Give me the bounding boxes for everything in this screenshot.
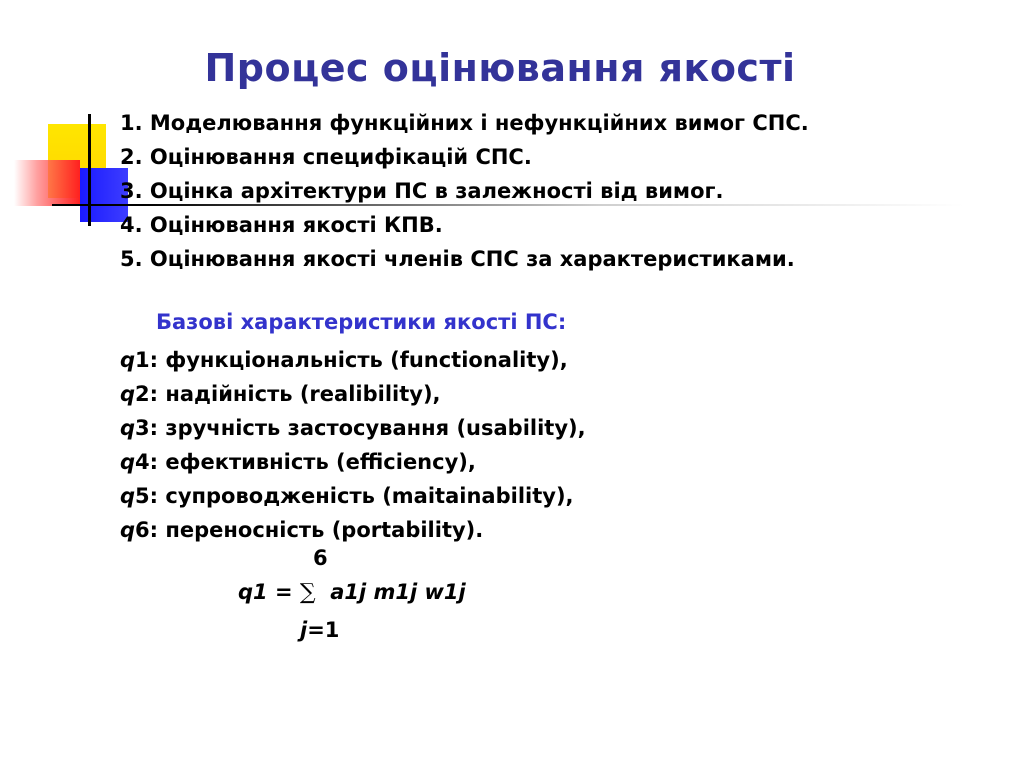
list-item: 1. Моделювання функційних і нефункційних вимог СПС. <box>120 111 809 135</box>
formula-lhs: q1 = <box>238 580 300 604</box>
formula-upper-limit: 6 <box>313 546 328 570</box>
characteristic-text: 5: супроводженість (maitainability), <box>135 484 574 508</box>
characteristics-heading: Базові характеристики якості ПС: <box>156 310 567 334</box>
formula-index <box>300 618 339 642</box>
decor-red-square <box>14 160 80 206</box>
list-item <box>120 445 586 479</box>
list-item: 5. Оцінювання якості членів СПС за характеристиками. <box>120 247 795 271</box>
formula-main <box>238 580 466 605</box>
list-item: 2. Оцінювання специфікацій СПС. <box>120 145 532 169</box>
list-item: 4. Оцінювання якості КПВ. <box>120 213 443 237</box>
list-item <box>120 411 586 445</box>
slide-title: Процес оцінювання якості <box>204 46 796 90</box>
list-item <box>120 343 586 377</box>
quality-variable: q <box>120 484 136 508</box>
decor-vertical-line <box>88 114 91 226</box>
characteristic-text: 1: функціональність (functionality), <box>135 348 568 372</box>
sigma-symbol: ∑ <box>299 580 316 605</box>
formula-rhs: a1j m1j w1j <box>315 580 466 604</box>
quality-variable: q <box>120 450 136 474</box>
characteristic-text: 6: переносність (portability). <box>135 518 484 542</box>
characteristic-text: 2: надійність (realibility), <box>135 382 441 406</box>
list-item <box>120 479 586 513</box>
quality-variable: q <box>120 382 136 406</box>
quality-variable: q <box>120 416 136 440</box>
characteristic-text: 3: зручність застосування (usability), <box>135 416 586 440</box>
formula-index-var: j= <box>300 618 325 642</box>
formula-index-start: 1 <box>324 618 340 642</box>
characteristics-list <box>120 343 586 547</box>
quality-variable: q <box>120 518 136 542</box>
list-item <box>120 377 586 411</box>
process-steps-list <box>120 106 809 276</box>
list-item: 3. Оцінка архітектури ПС в залежності від вимог. <box>120 179 724 203</box>
list-item <box>120 513 586 547</box>
quality-variable: q <box>120 348 136 372</box>
characteristic-text: 4: ефективність (efficiency), <box>135 450 476 474</box>
